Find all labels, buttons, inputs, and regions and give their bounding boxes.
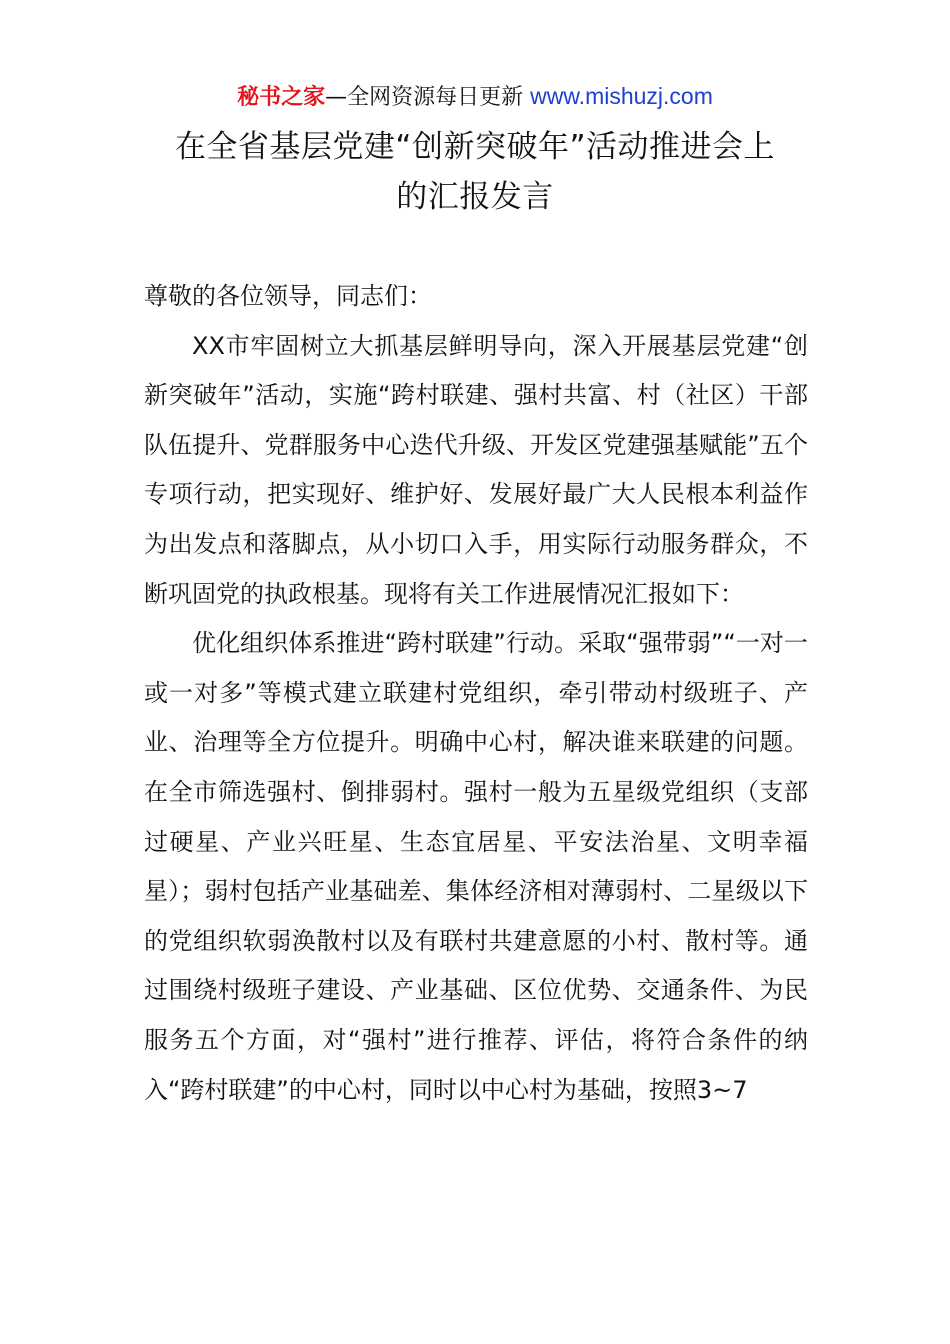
site-name: 秘书之家 bbox=[237, 85, 326, 110]
paragraph-cross-village: 优化组织体系推进“跨村联建”行动。采取“强带弱”“一对一或一对多”等模式建立联建村党组织，牵引带动村级班子、产业、治理等全方位提升。明确中心村，解决谁来联建的问题。在全市筛选强村、倒排弱村。强村一般为五星级党组织（支部过硬星、产业兴旺星、生态宜居星、平安法治星、文明幸福星）；弱村包括产业基础差、集体经济相对薄弱村、二星级以下的党组织软弱涣散村以及有联村共建意愿的小村、散村等。通过围绕村级班子建设、产业基础、区位优势、交通条件、为民服务五个方面，对“强村”进行推荐、评估，将符合条件的纳入“跨村联建”的中心村，同时以中心村为基础，按照3~7 bbox=[144, 629, 808, 1104]
title-line-1: 在全省基层党建“创新突破年”活动推进会上 bbox=[174, 129, 776, 165]
site-header bbox=[0, 80, 950, 114]
title-line-2: 的汇报发言 bbox=[396, 179, 554, 215]
salutation: 尊敬的各位领导，同志们： bbox=[144, 282, 432, 310]
site-url-link[interactable]: www.mishuzj.com bbox=[530, 83, 713, 109]
site-tagline: —全网资源每日更新 bbox=[325, 85, 531, 110]
document-body bbox=[144, 272, 808, 1115]
paragraph-intro: XX市牢固树立大抓基层鲜明导向，深入开展基层党建“创新突破年”活动，实施“跨村联建、强村共富、村（社区）干部队伍提升、党群服务中心迭代升级、开发区党建强基赋能”五个专项行动，把实现好、维护好、发展好最广大人民根本利益作为出发点和落脚点，从小切口入手，用实际行动服务群众，不断巩固党的执政根基。现将有关工作进展情况汇报如下： bbox=[144, 331, 808, 608]
document-title bbox=[120, 122, 830, 222]
